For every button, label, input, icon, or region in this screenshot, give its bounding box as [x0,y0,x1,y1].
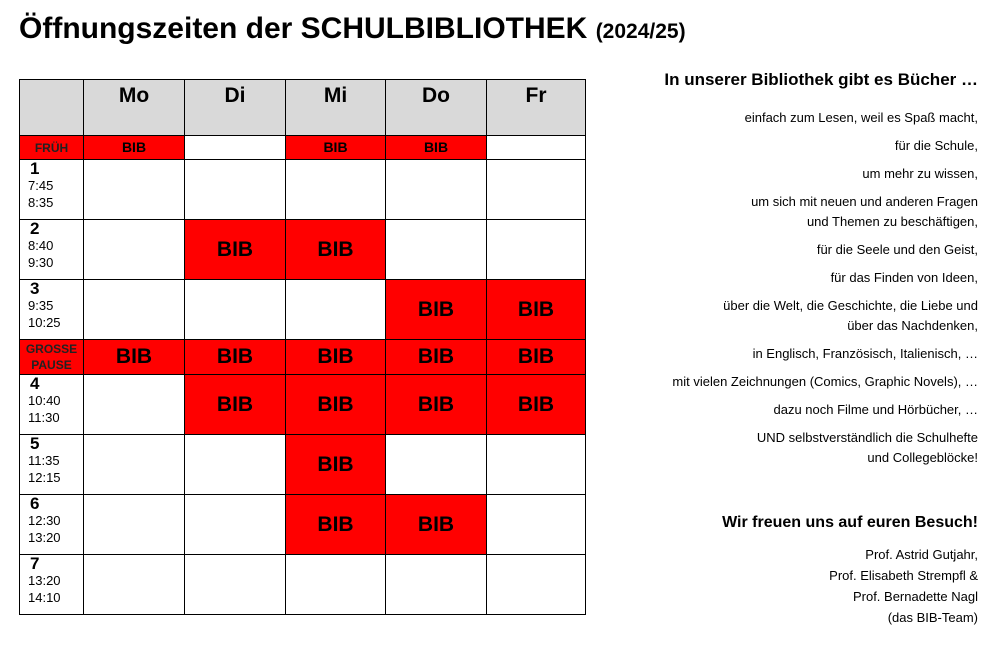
reason-line: einfach zum Lesen, weil es Spaß macht, [744,110,978,125]
open-slot [84,136,185,160]
reason-line: für das Finden von Ideen, [830,270,978,285]
day-header-row [20,80,586,136]
reason-line: für die Schule, [894,138,978,153]
closed-slot [84,160,185,220]
reason-line: über das Nachdenken, [847,318,978,333]
schedule-row [20,435,586,495]
bib-label: BIB [417,297,455,321]
closed-slot [286,160,386,220]
reason-item [578,192,978,232]
bib-label: BIB [317,237,354,261]
closed-slot [386,435,487,495]
period-label [20,495,84,555]
reason-line: um sich mit neuen und anderen Fragen [751,194,978,209]
bib-label: BIB [417,512,455,536]
bib-label: BIB [417,345,455,368]
closed-slot [386,220,487,280]
page-title [19,12,686,46]
period-number: 3 [30,279,40,298]
open-slot [286,435,386,495]
opening-hours-table [19,79,586,615]
closed-slot [386,555,487,615]
reason-item [578,400,978,420]
period-label [20,280,84,340]
bib-label: BIB [423,138,449,155]
open-slot [286,220,386,280]
closed-slot [84,495,185,555]
info-panel [578,70,978,628]
period-label [20,555,84,615]
period-start: 7:45 [28,178,54,193]
reason-line: um mehr zu wissen, [862,166,978,181]
closed-slot [185,160,286,220]
title-year: (2024/25) [595,20,686,43]
bib-label: BIB [216,237,254,261]
bib-label: BIB [216,392,254,416]
closing-text: Wir freuen uns auf euren Besuch! [722,514,978,531]
corner-cell [20,80,84,136]
bib-label: BIB [517,392,555,416]
closed-slot [185,555,286,615]
closed-slot [487,495,586,555]
signature-line: (das BIB-Team) [887,610,978,625]
period-end: 12:15 [28,470,61,485]
period-number: 7 [30,554,40,573]
day-header: Mo [84,80,185,136]
bib-label: BIB [115,345,153,368]
bib-label: BIB [317,452,354,476]
closed-slot [185,435,286,495]
period-end: 9:30 [28,255,54,270]
open-slot [286,495,386,555]
reason-line: und Collegeblöcke! [867,450,978,465]
day-header: Mi [286,80,386,136]
signature-line: Prof. Bernadette Nagl [852,589,978,604]
period-label: FRÜH [20,136,84,160]
schedule-row [20,495,586,555]
closed-slot [386,160,487,220]
closed-slot [487,220,586,280]
closed-slot [84,280,185,340]
bib-label: BIB [517,297,555,321]
schedule-row [20,375,586,435]
period-start: 10:40 [28,393,61,408]
period-start: 12:30 [28,513,61,528]
closed-slot [286,555,386,615]
open-slot [386,340,487,375]
period-number: 2 [30,219,40,238]
open-slot [84,340,185,375]
closed-slot [84,435,185,495]
open-slot [386,280,487,340]
reason-item [578,372,978,392]
bib-label: BIB [216,345,254,368]
period-label: GROSSE PAUSE [20,340,84,375]
period-label [20,220,84,280]
open-slot [386,495,487,555]
schedule-row [20,280,586,340]
reason-line: mit vielen Zeichnungen (Comics, Graphic Novels), … [672,374,978,389]
reason-item [578,296,978,336]
day-header: Do [386,80,487,136]
reason-line: UND selbstverständlich die Schulhefte [756,430,978,445]
open-slot [386,375,487,435]
period-number: 5 [30,434,40,453]
reason-item [578,344,978,364]
bib-label: BIB [323,138,348,155]
bib-label: BIB [517,345,555,368]
period-end: 11:30 [28,410,60,425]
closed-slot [185,280,286,340]
open-slot [286,340,386,375]
schedule-row [20,555,586,615]
open-slot [286,136,386,160]
schedule-row [20,220,586,280]
closed-slot [84,220,185,280]
reason-line: über die Welt, die Geschichte, die Liebe und [723,298,978,313]
closed-slot [487,555,586,615]
bib-label: BIB [317,392,354,416]
reason-item [578,108,978,128]
open-slot [487,375,586,435]
schedule-row [20,136,586,160]
bib-label: BIB [417,392,455,416]
period-end: 10:25 [28,315,61,330]
open-slot [286,375,386,435]
open-slot [487,280,586,340]
period-label [20,160,84,220]
open-slot [386,136,487,160]
signature [578,544,978,628]
period-label [20,435,84,495]
closed-slot [185,495,286,555]
closed-slot [487,435,586,495]
reason-item [578,136,978,156]
signature-line: Prof. Elisabeth Strempfl & [829,568,978,583]
schedule-row [20,160,586,220]
open-slot [487,340,586,375]
period-number: 1 [30,159,40,178]
bib-label: BIB [121,138,147,155]
period-start: 11:35 [28,453,60,468]
period-number: 4 [30,374,40,393]
period-start: 13:20 [28,573,61,588]
closed-slot [84,555,185,615]
reason-line: und Themen zu beschäftigen, [806,214,978,229]
open-slot [185,220,286,280]
period-label [20,375,84,435]
period-end: 13:20 [28,530,61,545]
period-start: 9:35 [28,298,54,313]
bib-label: BIB [317,512,354,536]
bib-label: BIB [317,345,354,368]
day-header: Fr [487,80,586,136]
period-number: 6 [30,494,40,513]
reason-item [578,240,978,260]
period-end: 8:35 [28,195,54,210]
info-heading: In unserer Bibliothek gibt es Bücher … [664,70,978,89]
reason-item [578,164,978,184]
title-main: Öffnungszeiten der SCHULBIBLIOTHEK [19,12,588,45]
schedule-row [20,340,586,375]
open-slot [185,375,286,435]
reason-line: für die Seele und den Geist, [816,242,978,257]
closed-slot [84,375,185,435]
reason-item [578,428,978,468]
day-header: Di [185,80,286,136]
closed-slot [487,160,586,220]
period-start: 8:40 [28,238,54,253]
signature-line: Prof. Astrid Gutjahr, [865,547,978,562]
closed-slot [185,136,286,160]
closed-slot [286,280,386,340]
reason-line: dazu noch Filme und Hörbücher, … [773,402,978,417]
open-slot [185,340,286,375]
reason-item [578,268,978,288]
reason-line: in Englisch, Französisch, Italienisch, … [752,346,978,361]
closed-slot [487,136,586,160]
period-end: 14:10 [28,590,61,605]
